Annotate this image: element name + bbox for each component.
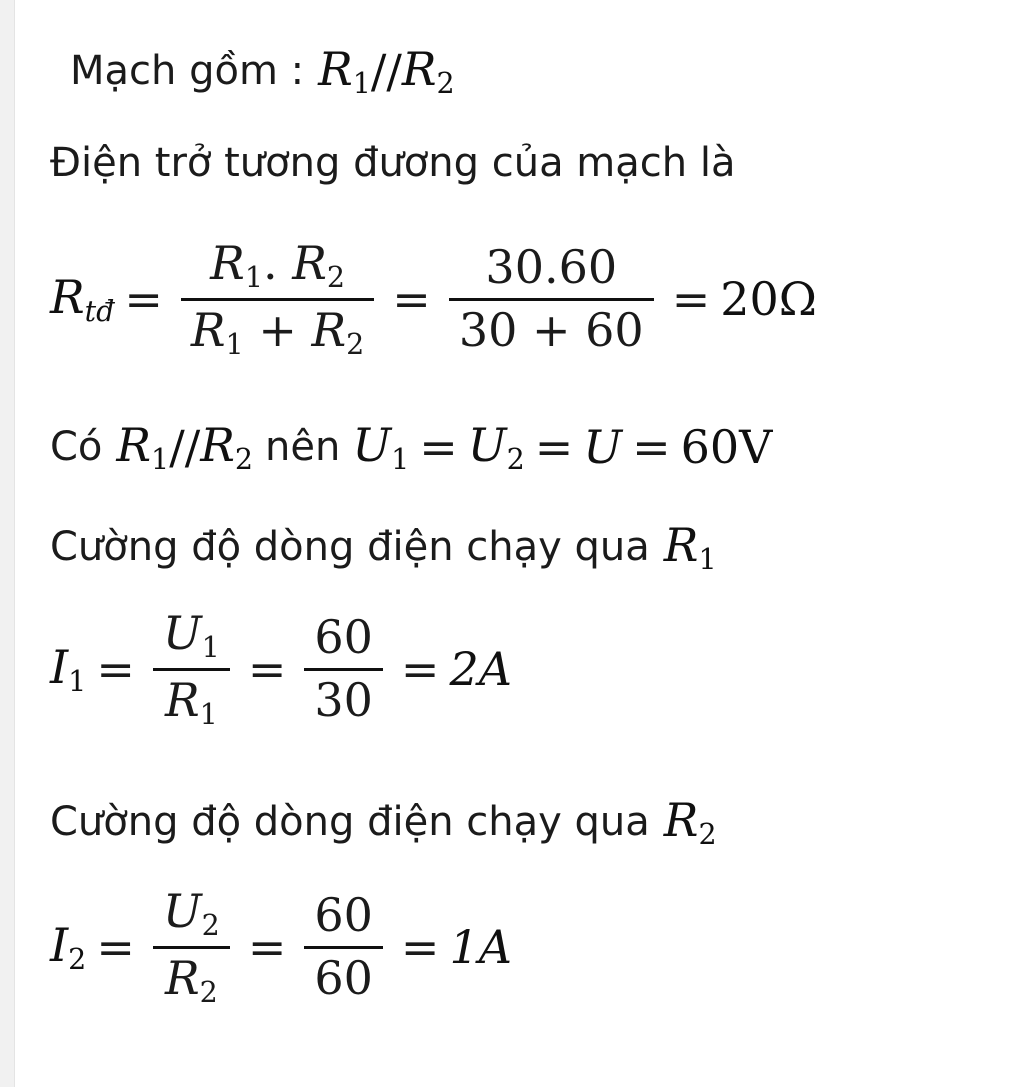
fraction-denominator: $R_1 + R_2$: [190, 302, 365, 361]
equivalent-resistance-intro: [50, 140, 735, 186]
fraction-3060-over-30plus60: [449, 242, 654, 356]
equals-sign-3: =: [632, 419, 671, 474]
fraction-u1-over-r1: [153, 608, 230, 731]
rtd-symbol: $R_{tđ}$: [50, 270, 115, 329]
circuit-description-prefix: Mạch gồm :: [70, 47, 305, 94]
equals-sign: =: [419, 419, 458, 474]
fraction-numerator: 30.60: [485, 240, 618, 295]
r2-symbol: $R_2$: [401, 42, 455, 100]
equivalent-resistance-intro-text: Điện trở tương đương của mạch là: [50, 140, 736, 186]
fraction-bar: [153, 668, 230, 671]
equivalent-resistance-value: 20Ω: [720, 272, 817, 327]
parallel-operator: //: [169, 419, 201, 474]
parallel-middle-word: nên: [265, 423, 341, 470]
r1-symbol: $R_1$: [318, 42, 371, 100]
current-r2-label-text: Cường độ dòng điện chạy qua: [50, 798, 650, 845]
equals-sign-2: =: [247, 642, 287, 697]
u2-symbol: $U_2$: [467, 418, 525, 476]
voltage-value: 60V: [680, 419, 773, 474]
fraction-bar: [304, 668, 383, 671]
equals-sign-2: =: [534, 419, 574, 474]
parallel-voltage-line: [50, 418, 772, 476]
equals-sign: =: [96, 920, 135, 975]
fraction-bar: [304, 946, 383, 949]
fraction-numerator: $U_2$: [162, 884, 220, 942]
fraction-bar: [449, 298, 654, 301]
equals-sign-2: =: [247, 920, 287, 975]
solution-content: [46, 18, 1014, 1087]
left-gutter-strip: [0, 0, 15, 1087]
fraction-60-over-60: [304, 890, 383, 1004]
r1-symbol: $R_1$: [663, 518, 717, 576]
fraction-denominator: $R_2$: [164, 950, 218, 1009]
current-r1-value: 2A: [449, 642, 512, 697]
fraction-60-over-30: [304, 612, 383, 726]
fraction-bar: [181, 298, 374, 301]
i1-symbol: $I_1$: [50, 640, 87, 699]
u-symbol: U: [583, 419, 623, 474]
fraction-numerator: $R_1$. $R_2$: [210, 236, 346, 294]
current-r1-label: [50, 518, 717, 576]
equals-sign-3: =: [400, 642, 440, 697]
current-r2-value: 1A: [449, 920, 512, 975]
u1-symbol: $U_1$: [352, 418, 410, 476]
parallel-operator: //: [370, 43, 402, 98]
fraction-denominator: 30: [314, 672, 373, 727]
equals-sign-3: =: [671, 272, 711, 327]
fraction-bar: [153, 946, 230, 949]
current-r2-equation: [50, 886, 512, 1009]
circuit-description-line: [70, 42, 455, 100]
i2-symbol: $I_2$: [50, 918, 87, 977]
current-r1-label-text: Cường độ dòng điện chạy qua: [50, 523, 650, 570]
fraction-u2-over-r2: [153, 886, 230, 1009]
current-r1-equation: [50, 608, 512, 731]
fraction-denominator: 30 + 60: [458, 302, 644, 357]
fraction-r1r2-over-r1plusr2: [181, 238, 374, 361]
fraction-numerator: 60: [314, 610, 373, 665]
fraction-numerator: 60: [314, 888, 373, 943]
equivalent-resistance-equation: [50, 238, 817, 361]
equals-sign-3: =: [400, 920, 440, 975]
fraction-denominator: 60: [314, 950, 373, 1005]
fraction-denominator: $R_1$: [164, 672, 218, 731]
r2-symbol: $R_2$: [663, 793, 717, 851]
r2-symbol: $R_2$: [200, 418, 253, 476]
equals-sign: =: [96, 642, 135, 697]
equals-sign: =: [124, 272, 163, 327]
equals-sign-2: =: [392, 272, 431, 327]
parallel-prefix: Có: [50, 423, 103, 470]
r1-symbol: $R_1$: [116, 418, 170, 476]
fraction-numerator: $U_1$: [162, 606, 220, 664]
current-r2-label: [50, 793, 717, 851]
